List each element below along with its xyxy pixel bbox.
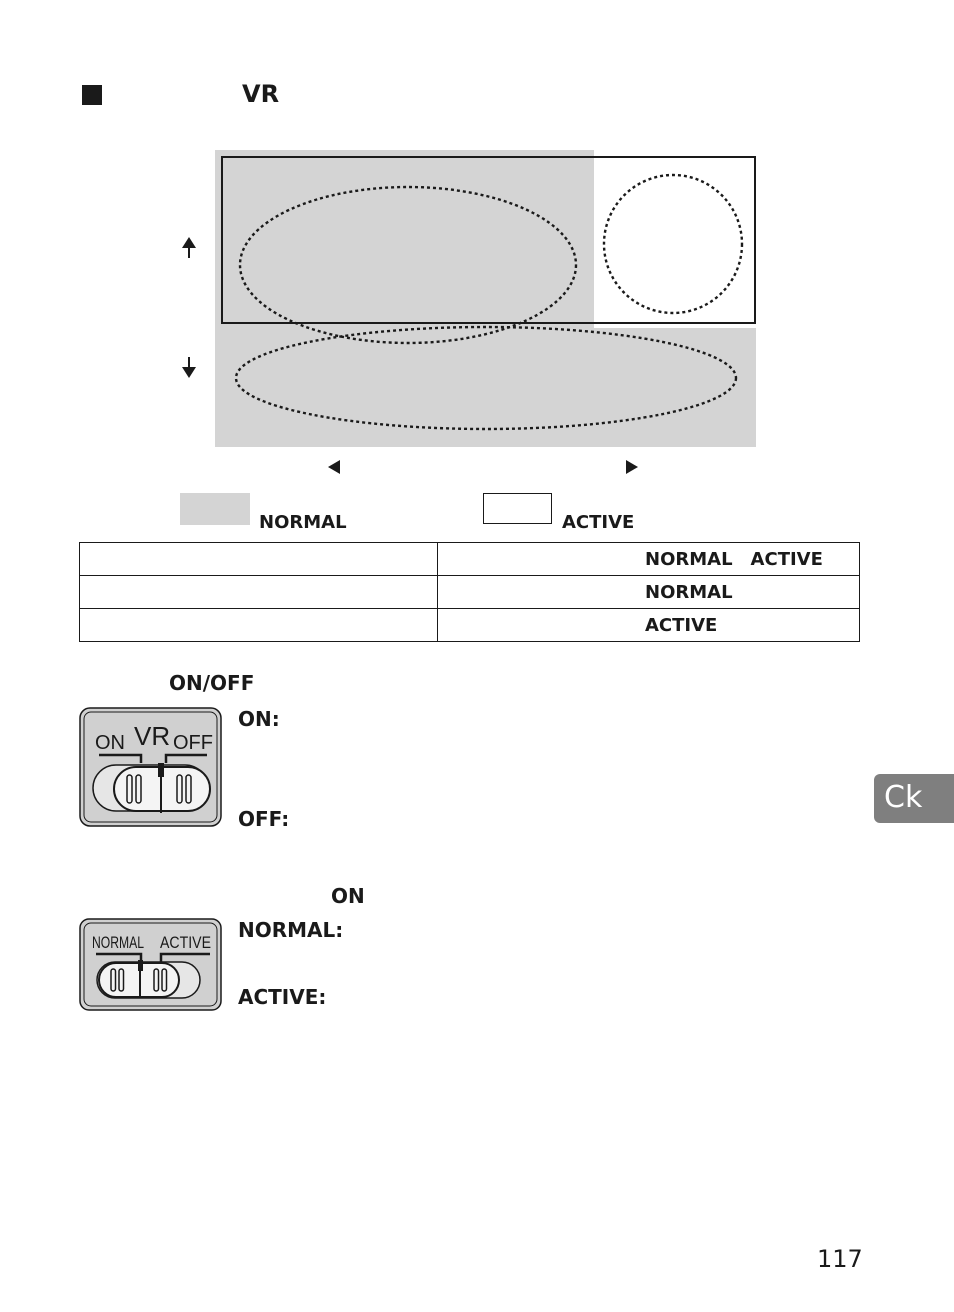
label-active: ACTIVE: <box>238 985 327 1009</box>
table-cell-text: NORMAL <box>645 548 733 570</box>
label-off: OFF: <box>238 807 290 831</box>
label-on: ON: <box>238 707 280 731</box>
legend-normal-swatch <box>180 493 250 525</box>
vr-onoff-switch-illustration <box>79 707 222 827</box>
table-cell-text: NORMAL <box>645 581 733 603</box>
section-heading: VR <box>242 80 280 108</box>
mode-switch-heading: ON <box>331 884 365 908</box>
legend-active-label: ACTIVE <box>562 512 635 533</box>
arrow-left-head-icon <box>328 460 340 474</box>
switch2-active-text: ACTIVE <box>160 933 211 952</box>
active-circle <box>604 175 742 313</box>
language-tab: Ck <box>874 774 954 823</box>
table-cell-text: ACTIVE <box>750 548 823 570</box>
table-cell <box>80 543 438 576</box>
table-row <box>80 543 860 576</box>
table-row <box>80 609 860 642</box>
switch1-off-text: OFF <box>173 732 213 754</box>
table-cell <box>80 576 438 609</box>
normal-region-bottom <box>215 328 756 447</box>
table-cell <box>438 576 860 609</box>
vr-mode-switch-illustration <box>79 918 222 1011</box>
legend-active-swatch <box>483 493 552 524</box>
page-number: 117 <box>817 1245 863 1273</box>
onoff-switch-title: ON/OFF <box>169 671 255 695</box>
label-normal: NORMAL: <box>238 918 344 942</box>
table-row <box>80 576 860 609</box>
switch1-on-text: ON <box>95 732 125 754</box>
switch1-vr-text: VR <box>134 721 171 751</box>
normal-region-top <box>215 150 594 328</box>
vr-mode-table <box>79 542 860 642</box>
table-cell-text: ACTIVE <box>645 614 718 636</box>
arrow-up-icon <box>182 237 196 258</box>
vr-mode-diagram <box>0 0 954 460</box>
table-cell <box>438 543 860 576</box>
arrow-right-head-icon <box>626 460 638 474</box>
switch2-normal-text: NORMAL <box>92 933 144 952</box>
arrow-down-icon <box>182 357 196 378</box>
table-cell <box>80 609 438 642</box>
table-cell <box>438 609 860 642</box>
legend-normal-label: NORMAL <box>259 512 347 533</box>
horizontal-arrows <box>0 452 954 482</box>
